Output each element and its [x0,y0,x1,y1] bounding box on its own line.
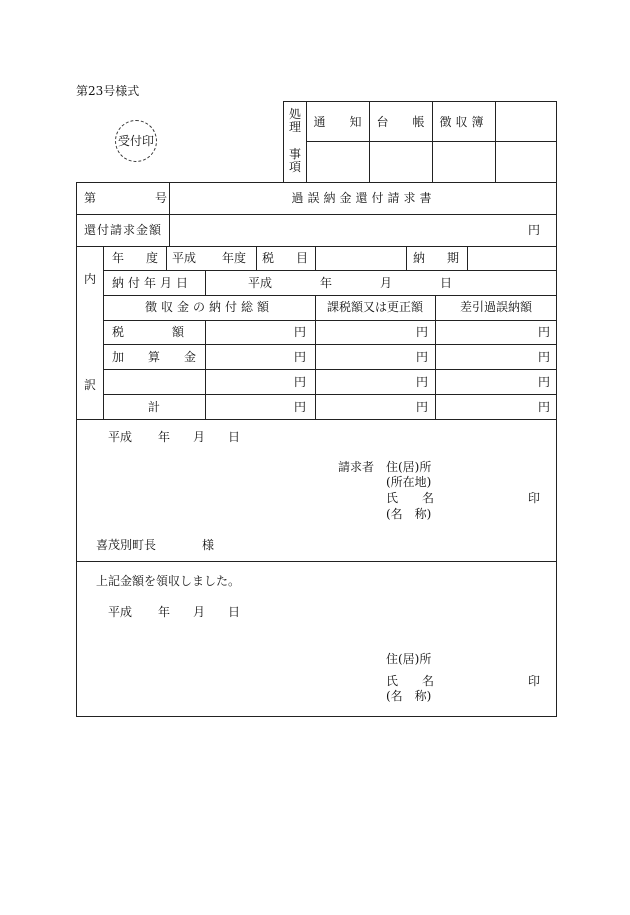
payment-date-label: 納付年月日 [112,276,193,290]
row-divider [103,295,557,296]
addressee: 喜茂別町長 [96,538,157,552]
row-label-tax: 税 額 [112,325,185,339]
row-divider [76,214,557,215]
yen-unit: 円 [416,375,429,389]
row-divider [103,320,557,321]
doc-number-prefix: 第 [84,191,97,205]
yen-unit: 円 [294,325,307,339]
payment-date-day: 日 [440,276,453,290]
yen-unit: 円 [538,325,551,339]
row-divider [103,270,557,271]
receipt-date-era: 平成 [108,605,133,619]
cell-divider [315,246,316,270]
cell-divider [256,246,257,270]
due-label: 納 期 [413,251,459,265]
cell-divider [406,246,407,270]
receipt-seal: 印 [528,674,541,688]
doc-number-suffix: 号 [155,191,168,205]
processing-col-divider [369,101,370,183]
requester-location-label: (所在地) [386,475,432,489]
refund-amount-label: 還付請求金額 [84,223,163,237]
requester-title-label: (名 称) [386,507,432,521]
addressee-honorific: 様 [202,538,215,552]
form-number: 第23号様式 [76,84,140,98]
yen-unit: 円 [416,325,429,339]
processing-label: 処理 [289,107,302,134]
col-header-total-paid: 徴収金の納付総額 [144,300,273,314]
payment-date-era: 平成 [248,276,273,290]
requester-name-label: 氏 名 [386,491,435,505]
row-label-total: 計 [147,400,160,414]
yen-unit: 円 [294,350,307,364]
yen-unit: 円 [294,375,307,389]
yen-unit: 円 [538,400,551,414]
processing-col-divider [306,101,307,183]
requester-label: 請求者 [338,460,375,474]
col-header-overpayment: 差引過誤納額 [459,300,532,314]
yen-unit: 円 [416,350,429,364]
receipt-name-label: 氏 名 [386,674,435,688]
requester-address-label: 住(居)所 [386,460,432,474]
yen-unit: 円 [416,400,429,414]
processing-header-collection-book: 徴収簿 [439,115,488,129]
breakdown-label-bottom: 訳 [84,378,97,392]
section-divider [76,419,557,420]
row-label-surcharge: 加 算 金 [112,350,197,364]
reception-stamp-label: 受付印 [117,134,154,148]
yen-unit: 円 [538,350,551,364]
section-divider [76,561,557,562]
cell-divider [205,270,206,295]
receipt-date-day: 日 [228,605,241,619]
payment-date-month: 月 [380,276,393,290]
request-date-year: 年 [158,430,171,444]
col-header-assessed: 課税額又は更正額 [326,300,423,314]
matters-label: 事項 [289,147,302,174]
tax-item-label: 税 目 [262,251,308,265]
row-divider [103,344,557,345]
cell-divider [166,246,167,270]
fiscal-year-era: 平成 [172,251,197,265]
requester-seal: 印 [528,491,541,505]
receipt-address-label: 住(居)所 [386,652,432,666]
cell-divider [467,246,468,270]
processing-col-divider [432,101,433,183]
refund-amount-yen: 円 [528,223,541,237]
yen-unit: 円 [538,375,551,389]
yen-unit: 円 [294,400,307,414]
row-divider [103,394,557,395]
payment-date-year: 年 [320,276,333,290]
processing-header-notice: 通 知 [313,115,362,129]
request-date-day: 日 [228,430,241,444]
request-date-era: 平成 [108,430,133,444]
processing-table [283,101,557,183]
processing-header-ledger: 台 帳 [376,115,425,129]
receipt-date-month: 月 [193,605,206,619]
receipt-statement: 上記金額を領収しました。 [96,574,241,588]
breakdown-label-top: 内 [84,272,97,286]
request-date-month: 月 [193,430,206,444]
document-title: 過誤納金還付請求書 [291,191,436,205]
fiscal-year-suffix: 年度 [222,251,247,265]
receipt-date-year: 年 [158,605,171,619]
receipt-title-label: (名 称) [386,689,432,703]
row-divider [76,246,557,247]
row-divider [103,369,557,370]
fiscal-year-label: 年 度 [112,251,158,265]
processing-col-divider [495,101,496,183]
